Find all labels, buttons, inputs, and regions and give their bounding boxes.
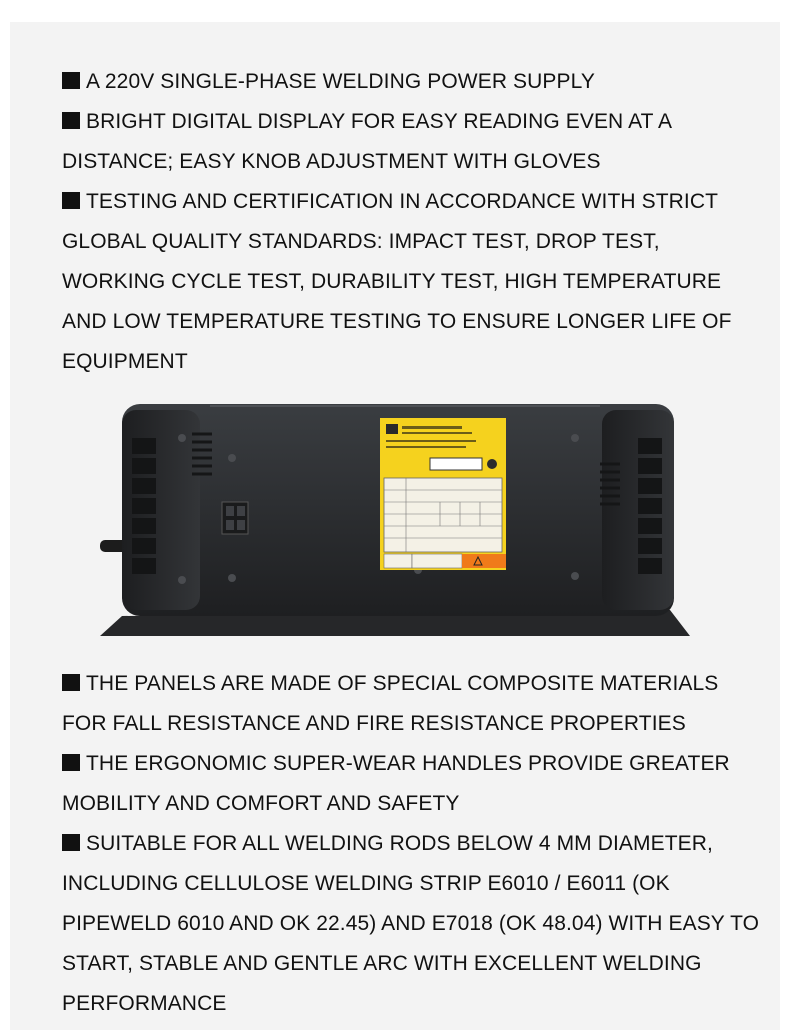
bottom-feature-list [62, 664, 762, 1024]
feature-item [62, 744, 762, 824]
feature-text: BRIGHT DIGITAL DISPLAY FOR EASY READING EVEN AT A DISTANCE; EASY KNOB ADJUSTMENT WITH GLOVES [62, 110, 671, 173]
feature-text: THE ERGONOMIC SUPER-WEAR HANDLES PROVIDE GREATER MOBILITY AND COMFORT AND SAFETY [62, 752, 730, 815]
feature-item [62, 664, 762, 744]
welder-device-image [100, 398, 692, 636]
feature-text: A 220V SINGLE-PHASE WELDING POWER SUPPLY [86, 70, 595, 93]
bullet-square-icon [62, 192, 80, 209]
feature-text: TESTING AND CERTIFICATION IN ACCORDANCE WITH STRICT GLOBAL QUALITY STANDARDS: IMPACT TEST, DROP TEST, WORKING CYCLE TEST, DURABILITY TEST, HIGH TEMPERATURE AND LOW TEMPERATURE TESTING TO ENSURE LONGER LIFE OF EQUIPMENT [62, 190, 732, 373]
feature-item [62, 62, 762, 102]
bullet-square-icon [62, 72, 80, 89]
top-feature-list [62, 62, 762, 382]
feature-item [62, 102, 762, 182]
feature-text: SUITABLE FOR ALL WELDING RODS BELOW 4 MM DIAMETER, INCLUDING CELLULOSE WELDING STRIP E6010 / E6011 (OK PIPEWELD 6010 AND OK 22.45) AND E7018 (OK 48.04) WITH EASY TO START, STABLE AND GENTLE ARC WITH EXCELLENT WELDING PERFORMANCE [62, 832, 760, 1015]
feature-item [62, 182, 762, 382]
bullet-square-icon [62, 834, 80, 851]
feature-item [62, 824, 762, 1024]
bullet-square-icon [62, 112, 80, 129]
bullet-square-icon [62, 674, 80, 691]
feature-text: THE PANELS ARE MADE OF SPECIAL COMPOSITE MATERIALS FOR FALL RESISTANCE AND FIRE RESISTANCE PROPERTIES [62, 672, 719, 735]
bullet-square-icon [62, 754, 80, 771]
